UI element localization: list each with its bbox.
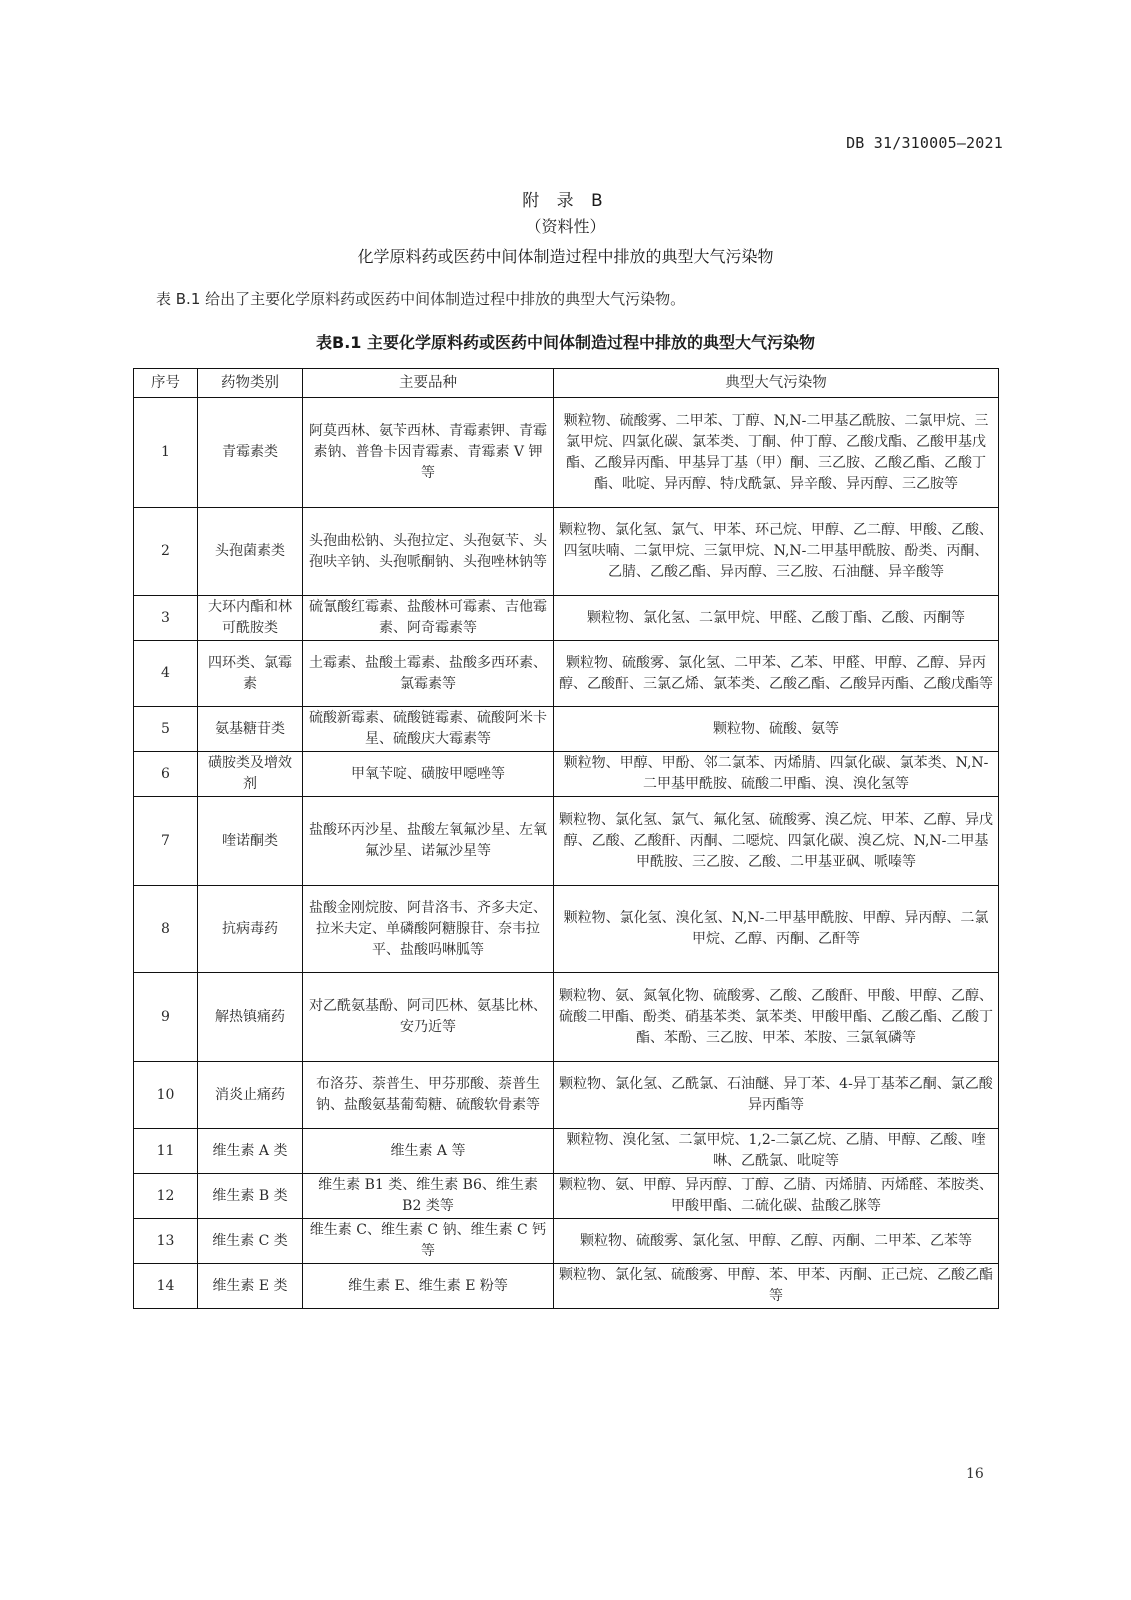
- cell-pollutants: 颗粒物、溴化氢、二氯甲烷、1,2-二氯乙烷、乙腈、甲醇、乙酸、喹啉、乙酰氯、吡啶等: [554, 1129, 999, 1174]
- cell-category: 维生素 E 类: [198, 1264, 303, 1309]
- table-row: [134, 752, 999, 797]
- cell-varieties: 头孢曲松钠、头孢拉定、头孢氨苄、头孢呋辛钠、头孢哌酮钠、头孢唑林钠等: [303, 508, 554, 596]
- cell-category: 解热镇痛药: [198, 973, 303, 1062]
- cell-varieties: 维生素 C、维生素 C 钠、维生素 C 钙等: [303, 1219, 554, 1264]
- cell-pollutants: 颗粒物、硫酸雾、二甲苯、丁醇、N,N-二甲基乙酰胺、二氯甲烷、三氯甲烷、四氯化碳、氯苯类、丁酮、仲丁醇、乙酸戊酯、乙酸甲基戊酯、乙酸异丙酯、甲基异丁基（甲）酮、三乙胺、乙酸乙酯、乙酸丁酯、吡啶、异丙醇、特戊酰氯、异辛酸、异丙醇、三乙胺等: [554, 398, 999, 508]
- appendix-title: 附 录 B: [522, 191, 609, 211]
- column-header-no: 序号: [134, 369, 198, 398]
- cell-pollutants: 颗粒物、氯化氢、氯气、氟化氢、硫酸雾、溴乙烷、甲苯、乙醇、异戊醇、乙酸、乙酸酐、丙酮、二噁烷、四氯化碳、溴乙烷、N,N-二甲基甲酰胺、三乙胺、乙酸、二甲基亚砜、哌嗪等: [554, 797, 999, 886]
- cell-pollutants: 颗粒物、氯化氢、乙酰氯、石油醚、异丁苯、4-异丁基苯乙酮、氯乙酸异丙酯等: [554, 1062, 999, 1129]
- cell-category: 喹诺酮类: [198, 797, 303, 886]
- cell-category: 头孢菌素类: [198, 508, 303, 596]
- cell-pollutants: 颗粒物、硫酸雾、氯化氢、二甲苯、乙苯、甲醛、甲醇、乙醇、异丙醇、乙酸酐、三氯乙烯、氯苯类、乙酸乙酯、乙酸异丙酯、乙酸戊酯等: [554, 641, 999, 707]
- cell-varieties: 硫氰酸红霉素、盐酸林可霉素、吉他霉素、阿奇霉素等: [303, 596, 554, 641]
- table-row: [134, 398, 999, 508]
- table-row: [134, 508, 999, 596]
- cell-pollutants: 颗粒物、氯化氢、氯气、甲苯、环己烷、甲醇、乙二醇、甲酸、乙酸、四氢呋喃、二氯甲烷、三氯甲烷、N,N-二甲基甲酰胺、酚类、丙酮、乙腈、乙酸乙酯、异丙醇、三乙胺、石油醚、异辛酸等: [554, 508, 999, 596]
- pollutants-table: [133, 368, 999, 1309]
- cell-varieties: 硫酸新霉素、硫酸链霉素、硫酸阿米卡星、硫酸庆大霉素等: [303, 707, 554, 752]
- cell-pollutants: 颗粒物、甲醇、甲酚、邻二氯苯、丙烯腈、四氯化碳、氯苯类、N,N-二甲基甲酰胺、硫酸二甲酯、溴、溴化氢等: [554, 752, 999, 797]
- cell-category: 大环内酯和林可酰胺类: [198, 596, 303, 641]
- cell-pollutants: 颗粒物、氯化氢、二氯甲烷、甲醛、乙酸丁酯、乙酸、丙酮等: [554, 596, 999, 641]
- table-caption: 表B.1 主要化学原料药或医药中间体制造过程中排放的典型大气污染物: [316, 333, 815, 352]
- cell-pollutants: 颗粒物、硫酸、氨等: [554, 707, 999, 752]
- cell-number: 3: [134, 596, 198, 641]
- table-row: [134, 1219, 999, 1264]
- table-row: [134, 596, 999, 641]
- column-header-varieties: 主要品种: [303, 369, 554, 398]
- cell-number: 4: [134, 641, 198, 707]
- cell-varieties: 维生素 A 等: [303, 1129, 554, 1174]
- cell-number: 1: [134, 398, 198, 508]
- cell-varieties: 盐酸金刚烷胺、阿昔洛韦、齐多夫定、拉米夫定、单磷酸阿糖腺苷、奈韦拉平、盐酸吗啉胍等: [303, 886, 554, 973]
- cell-pollutants: 颗粒物、氯化氢、溴化氢、N,N-二甲基甲酰胺、甲醇、异丙醇、二氯甲烷、乙醇、丙酮、乙酐等: [554, 886, 999, 973]
- cell-number: 5: [134, 707, 198, 752]
- cell-varieties: 维生素 E、维生素 E 粉等: [303, 1264, 554, 1309]
- appendix-type: （资料性）: [525, 217, 606, 236]
- intro-paragraph: 表 B.1 给出了主要化学原料药或医药中间体制造过程中排放的典型大气污染物。: [156, 290, 686, 308]
- cell-number: 8: [134, 886, 198, 973]
- cell-number: 10: [134, 1062, 198, 1129]
- cell-category: 维生素 C 类: [198, 1219, 303, 1264]
- cell-number: 2: [134, 508, 198, 596]
- cell-varieties: 阿莫西林、氨苄西林、青霉素钾、青霉素钠、普鲁卡因青霉素、青霉素 V 钾等: [303, 398, 554, 508]
- cell-varieties: 盐酸环丙沙星、盐酸左氧氟沙星、左氧氟沙星、诺氟沙星等: [303, 797, 554, 886]
- appendix-subtitle: 化学原料药或医药中间体制造过程中排放的典型大气污染物: [357, 247, 774, 266]
- cell-varieties: 对乙酰氨基酚、阿司匹林、氨基比林、安乃近等: [303, 973, 554, 1062]
- cell-category: 磺胺类及增效剂: [198, 752, 303, 797]
- cell-pollutants: 颗粒物、氨、甲醇、异丙醇、丁醇、乙腈、丙烯腈、丙烯醛、苯胺类、甲酸甲酯、二硫化碳、盐酸乙脒等: [554, 1174, 999, 1219]
- table-row: [134, 973, 999, 1062]
- table-row: [134, 1264, 999, 1309]
- cell-number: 11: [134, 1129, 198, 1174]
- cell-varieties: 布洛芬、萘普生、甲芬那酸、萘普生钠、盐酸氨基葡萄糖、硫酸软骨素等: [303, 1062, 554, 1129]
- cell-number: 9: [134, 973, 198, 1062]
- table-row: [134, 1129, 999, 1174]
- table-header-row: [134, 369, 999, 398]
- cell-category: 消炎止痛药: [198, 1062, 303, 1129]
- cell-number: 7: [134, 797, 198, 886]
- cell-varieties: 甲氧苄啶、磺胺甲噁唑等: [303, 752, 554, 797]
- page-number: 16: [966, 1466, 984, 1482]
- cell-number: 6: [134, 752, 198, 797]
- cell-number: 13: [134, 1219, 198, 1264]
- cell-category: 四环类、氯霉素: [198, 641, 303, 707]
- standard-code: DB 31/310005—2021: [846, 134, 1003, 152]
- table-body: [134, 398, 999, 1309]
- cell-varieties: 维生素 B1 类、维生素 B6、维生素 B2 类等: [303, 1174, 554, 1219]
- cell-category: 氨基糖苷类: [198, 707, 303, 752]
- cell-pollutants: 颗粒物、硫酸雾、氯化氢、甲醇、乙醇、丙酮、二甲苯、乙苯等: [554, 1219, 999, 1264]
- cell-category: 青霉素类: [198, 398, 303, 508]
- table-row: [134, 707, 999, 752]
- cell-pollutants: 颗粒物、氨、氮氧化物、硫酸雾、乙酸、乙酸酐、甲酸、甲醇、乙醇、硫酸二甲酯、酚类、硝基苯类、氯苯类、甲酸甲酯、乙酸乙酯、乙酸丁酯、苯酚、三乙胺、甲苯、苯胺、三氯氧磷等: [554, 973, 999, 1062]
- cell-category: 维生素 A 类: [198, 1129, 303, 1174]
- cell-category: 维生素 B 类: [198, 1174, 303, 1219]
- table-row: [134, 641, 999, 707]
- column-header-category: 药物类别: [198, 369, 303, 398]
- column-header-pollutants: 典型大气污染物: [554, 369, 999, 398]
- table-row: [134, 1174, 999, 1219]
- cell-number: 14: [134, 1264, 198, 1309]
- cell-pollutants: 颗粒物、氯化氢、硫酸雾、甲醇、苯、甲苯、丙酮、正己烷、乙酸乙酯等: [554, 1264, 999, 1309]
- cell-varieties: 土霉素、盐酸土霉素、盐酸多西环素、氯霉素等: [303, 641, 554, 707]
- table-row: [134, 1062, 999, 1129]
- cell-category: 抗病毒药: [198, 886, 303, 973]
- cell-number: 12: [134, 1174, 198, 1219]
- table-row: [134, 797, 999, 886]
- table-row: [134, 886, 999, 973]
